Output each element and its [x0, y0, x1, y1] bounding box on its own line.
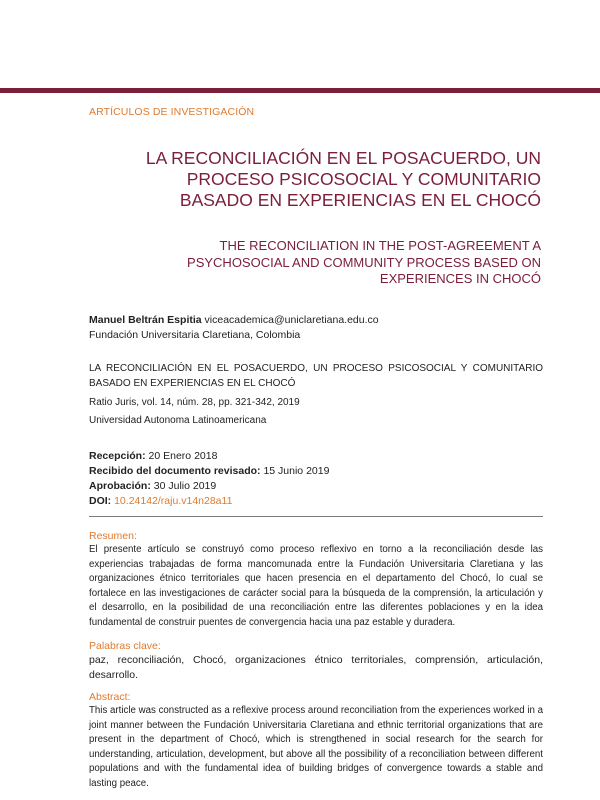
resumen-text: El presente artículo se construyó como proceso reflexivo en torno a la reconciliación desde las experiencias trabajadas de forma mancomunada entre la Fundación Universitaria Claretiana y las organizaciones étnico territoriales que hacen presencia en el departamento del Chocó, lo cual se fortalece en las investigaciones de carácter social para la búsqueda de la comprensión, la articulación y el desarrollo, en la posibilidad de una reconciliación entre las diferentes poblaciones y en la idea fundamental de construir puentes de convergencia hacia una paz estable y duradera. — [89, 544, 543, 628]
revised-date — [89, 464, 329, 479]
author-affiliation: Fundación Universitaria Claretiana, Colombia — [89, 329, 301, 341]
abstract-heading: Abstract: — [89, 691, 131, 703]
header-bar — [0, 88, 600, 93]
article-title-english: THE RECONCILIATION IN THE POST-AGREEMENT A PSYCHOSOCIAL AND COMMUNITY PROCESS BASED ON EXPERIENCES IN CHOCÓ — [187, 238, 541, 286]
abstract-text: This article was constructed as a reflexive process around reconciliation from the experiences worked in a joint manner between the Fundación Universitaria Claretiana and ethnic territorial organizations that are present in the department of Chocó, which is strengthened in social research for the search for understanding, articulation, development, but above all the possibility of a reconciliation between different populations and with the fundamental idea of building bridges of convergence towards a stable and lasting peace. — [89, 705, 543, 789]
doi-line — [89, 494, 329, 509]
approval-date — [89, 479, 329, 494]
author-line — [89, 313, 379, 328]
citation-university: Universidad Autonoma Latinoamericana — [89, 415, 267, 426]
reception-value: 20 Enero 2018 — [148, 450, 218, 462]
doi-link[interactable]: 10.24142/raju.v14n28a11 — [114, 495, 233, 507]
revised-value: 15 Junio 2019 — [263, 465, 330, 477]
author-name: Manuel Beltrán Espitia — [89, 314, 202, 326]
citation-title: LA RECONCILIACIÓN EN EL POSACUERDO, UN PROCESO PSICOSOCIAL Y COMUNITARIO BASADO EN EXPERIENCIAS EN EL CHOCÓ — [89, 363, 543, 389]
dates-block — [89, 449, 329, 509]
author-email[interactable]: viceacademica@uniclaretiana.edu.co — [204, 314, 379, 326]
keywords-heading: Palabras clave: — [89, 640, 161, 652]
approval-label: Aprobación: — [89, 480, 151, 492]
approval-value: 30 Julio 2019 — [153, 480, 217, 492]
article-title-spanish: LA RECONCILIACIÓN EN EL POSACUERDO, UN PROCESO PSICOSOCIAL Y COMUNITARIO BASADO EN EXPERIENCIAS EN EL CHOCÓ — [145, 148, 541, 210]
section-label: ARTÍCULOS DE INVESTIGACIÓN — [89, 106, 255, 118]
revised-label: Recibido del documento revisado: — [89, 465, 261, 477]
keywords-text: paz, reconciliación, Chocó, organizaciones étnico territoriales, comprensión, articulación, desarrollo. — [89, 654, 543, 681]
citation-reference: Ratio Juris, vol. 14, núm. 28, pp. 321-342, 2019 — [89, 397, 300, 408]
resumen-heading: Resumen: — [89, 530, 137, 542]
divider — [89, 516, 543, 517]
doi-label: DOI: — [89, 495, 112, 507]
author-block — [89, 313, 379, 343]
reception-date — [89, 449, 329, 464]
reception-label: Recepción: — [89, 450, 146, 462]
